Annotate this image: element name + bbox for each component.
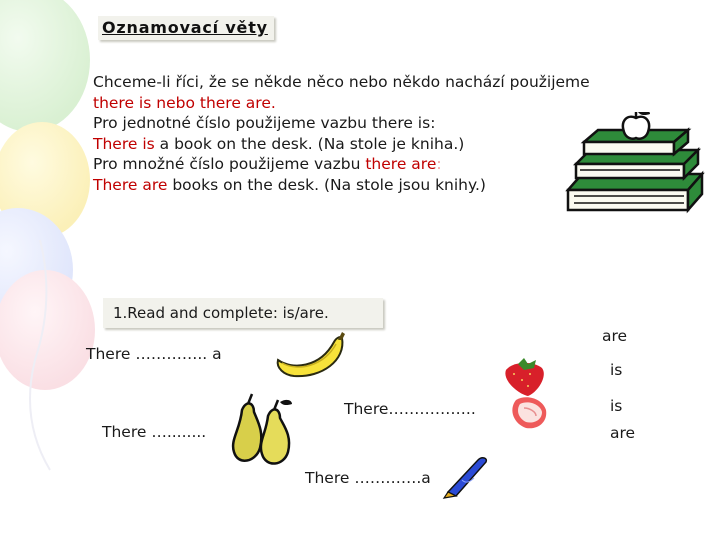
there-is-highlight: there is [93,93,152,112]
there-are-keyword: there are [365,155,437,173]
banana-icon [272,330,348,380]
page-title: Oznamovací věty [102,18,268,37]
strawberry-icon [498,358,556,432]
explanation-line-1: Chceme-li říci, že se někde něco nebo někdo nachází použijeme [93,73,590,91]
there-is-example: There is [93,134,155,153]
example-plural-text: books on the desk. (Na stole jsou knihy.) [167,175,486,194]
explanation-line-6 [93,175,590,196]
explanation-text [93,72,590,195]
title-box [98,16,274,40]
example-singular-text: a book on the desk. (Na stole je kniha.) [154,134,465,153]
pen-icon [440,452,492,500]
there-are-highlight: there are [199,93,271,112]
explanation-line-2 [93,93,590,114]
plural-intro-text: Pro množné číslo použijeme vazbu [93,155,366,173]
colon: : [436,155,442,173]
there-are-example: There are [93,175,168,194]
period: . [270,93,276,112]
answer-2: is [610,361,623,379]
exercise-box [103,298,383,328]
answer-3: is [610,397,623,415]
answer-1: are [602,327,628,345]
explanation-line-4 [93,134,590,155]
explanation-line-3: Pro jednotné číslo použijeme vazbu there is: [93,114,436,132]
sentence-strawberry: There…………….. [344,400,476,418]
nebo-text: nebo [151,93,200,112]
exercise-instruction: 1.Read and complete: is/are. [113,304,329,322]
explanation-line-5 [93,154,590,175]
sentence-pen: There ………….a [305,469,431,487]
books-apple-icon [562,112,712,220]
sentence-banana: There ………….. a [86,345,222,363]
sentence-pears: There …........ [102,423,207,441]
pears-icon [228,392,300,472]
answer-4: are [610,424,636,442]
